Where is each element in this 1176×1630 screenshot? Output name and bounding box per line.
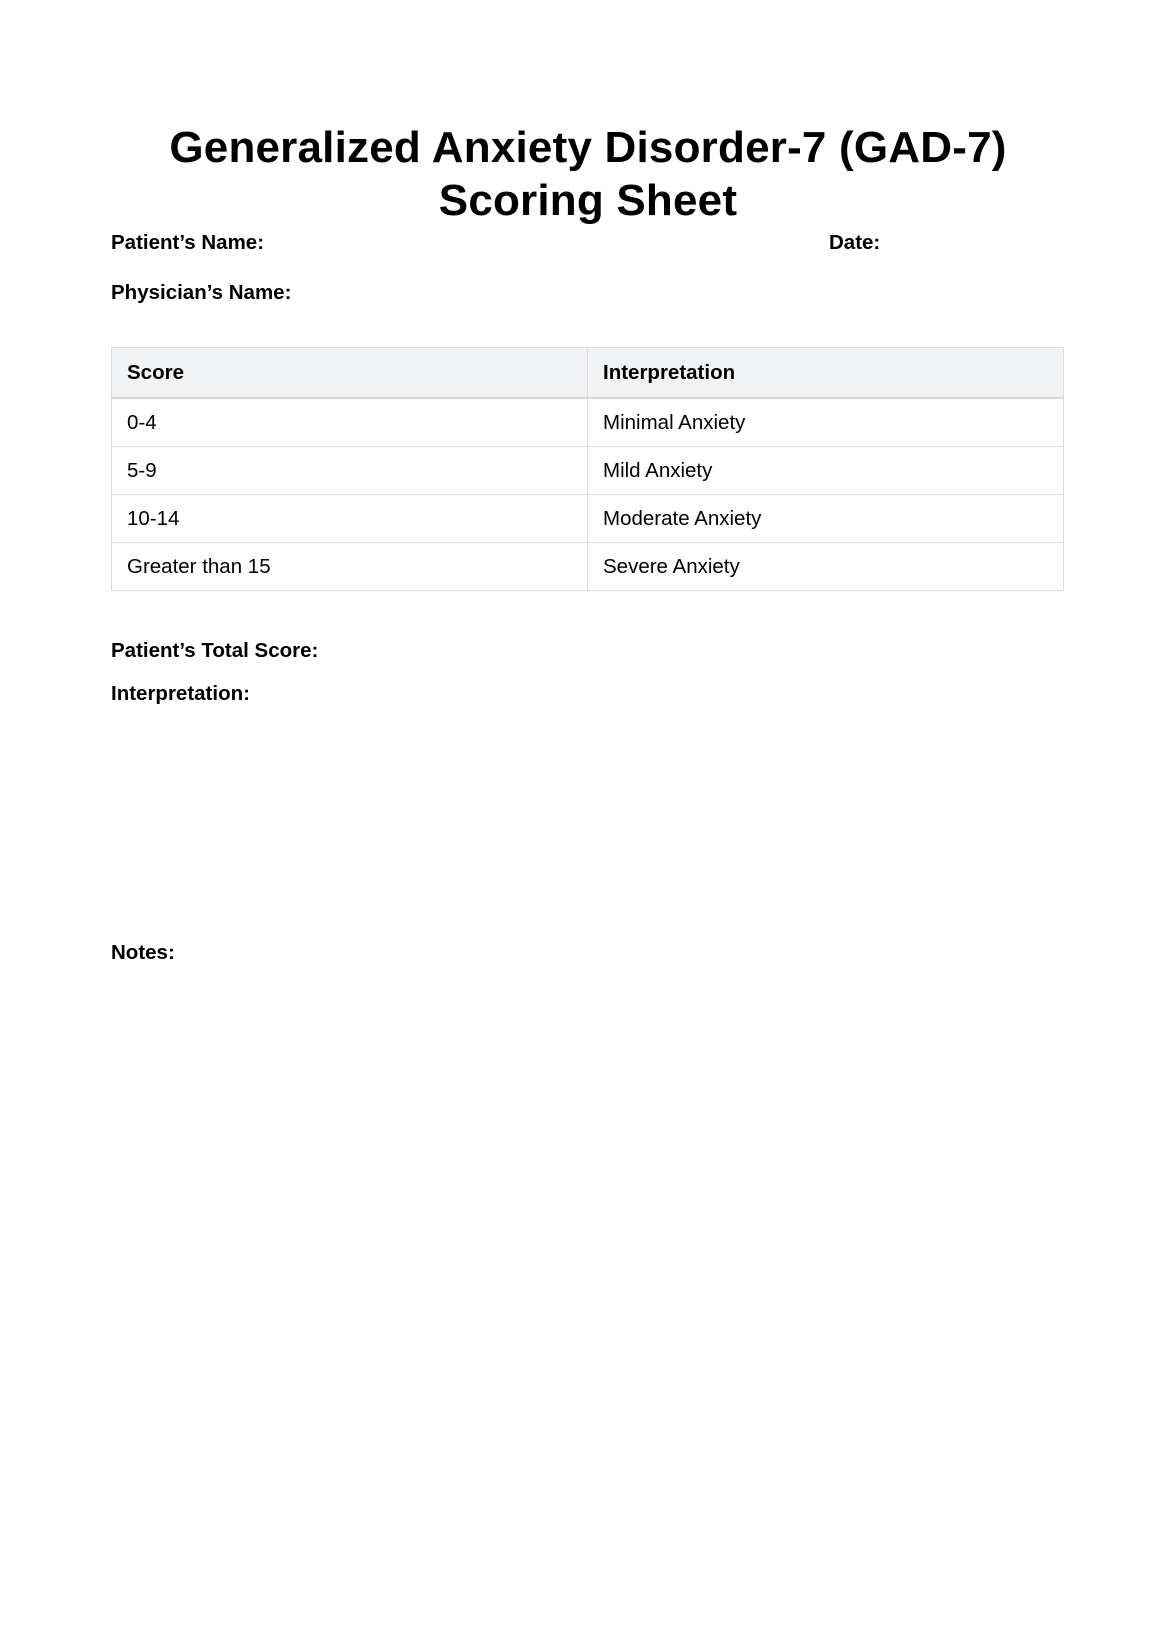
score-cell: 5-9 bbox=[112, 447, 588, 495]
title-line-1: Generalized Anxiety Disorder-7 (GAD-7) bbox=[169, 123, 1007, 173]
interpretation-label: Interpretation: bbox=[111, 682, 250, 705]
interpretation-cell: Moderate Anxiety bbox=[588, 495, 1064, 543]
column-header-interpretation: Interpretation bbox=[588, 348, 1064, 399]
total-score-label: Patient’s Total Score: bbox=[111, 639, 319, 662]
page-title bbox=[0, 121, 1176, 227]
table-row bbox=[112, 543, 1064, 591]
score-cell: 0-4 bbox=[112, 398, 588, 447]
table-header-row bbox=[112, 348, 1064, 399]
interpretation-cell: Minimal Anxiety bbox=[588, 398, 1064, 447]
date-label: Date: bbox=[829, 231, 881, 254]
notes-label: Notes: bbox=[111, 941, 175, 964]
patient-name-label: Patient’s Name: bbox=[111, 231, 265, 254]
physician-name-label: Physician’s Name: bbox=[111, 281, 292, 304]
title-line-2: Scoring Sheet bbox=[438, 176, 738, 226]
table-row bbox=[112, 495, 1064, 543]
score-cell: Greater than 15 bbox=[112, 543, 588, 591]
table-row bbox=[112, 447, 1064, 495]
score-interpretation-table bbox=[111, 347, 1064, 591]
column-header-score: Score bbox=[112, 348, 588, 399]
score-cell: 10-14 bbox=[112, 495, 588, 543]
table-row bbox=[112, 398, 1064, 447]
interpretation-cell: Severe Anxiety bbox=[588, 543, 1064, 591]
interpretation-cell: Mild Anxiety bbox=[588, 447, 1064, 495]
